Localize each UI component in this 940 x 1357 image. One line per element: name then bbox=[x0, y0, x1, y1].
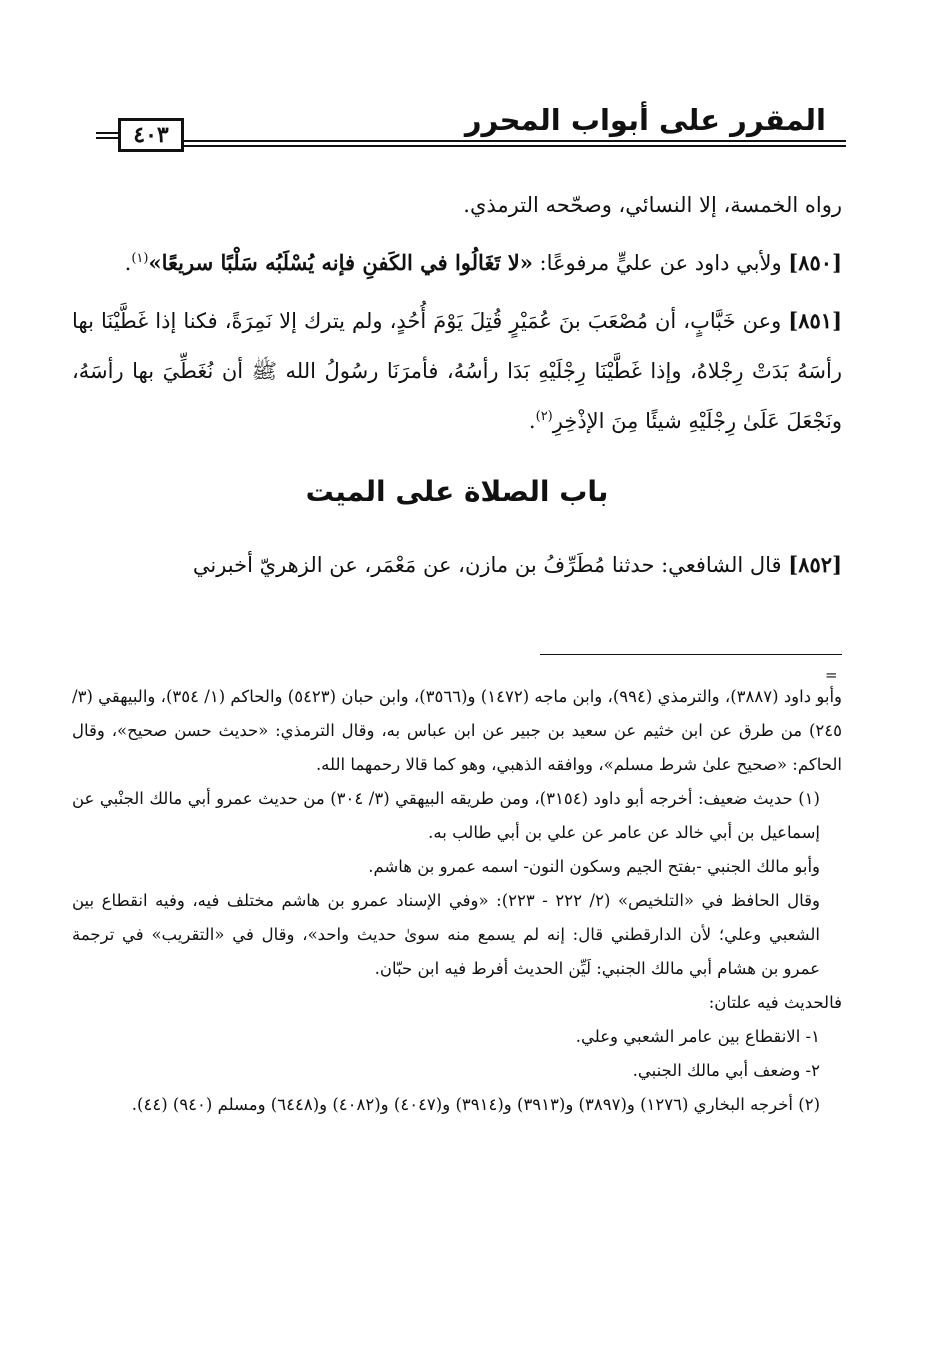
page-header bbox=[96, 100, 846, 158]
main-text bbox=[72, 180, 842, 598]
hadith-number: [٨٥٢] bbox=[788, 552, 842, 577]
footnote-separator bbox=[540, 654, 842, 655]
footnote-1-note: وقال الحافظ في «التلخيص» (٢/ ٢٢٢ - ٢٢٣): «وفي الإسناد عمرو بن هاشم مختلف فيه، وفيه انقطاع بين الشعبي وعلي؛ لأن الدارقطني قال: إنه لم يسمع منه سوىٰ حديث واحد»، وقال في «التقريب» في ترجمة عمرو بن هشام أبي مالك الجنبي: لَيِّن الحديث أفرط فيه ابن حبّان. bbox=[72, 891, 820, 978]
footnote-1-item: ١- الانقطاع بين عامر الشعبي وعلي. bbox=[575, 1027, 820, 1046]
hadith-number: [٨٥١] bbox=[788, 308, 842, 333]
hadith-end: . bbox=[124, 251, 132, 275]
hadith-text: وعن خَبَّابٍ، أن مُصْعَبَ بنَ عُمَيْرٍ قُتِلَ يَوْمَ أُحُدٍ، ولم يترك إلا نَمِرَةً، فكنا إذا غَطَّيْنَا بها رأسَهُ بَدَتْ رِجْلاهُ، وإذا غَطَّيْنَا رِجْلَيْهِ بَدَا رأسُهُ، فأمرَنَا رسُولُ الله ﷺ أن نُغَطِّيَ بها رأسَهُ، ونَجْعَلَ عَلَىٰ رِجْلَيْهِ شيئًا مِنَ الإذْخِرِ bbox=[72, 309, 842, 433]
footnotes bbox=[72, 680, 842, 1122]
hadith-number: [٨٥٠] bbox=[788, 250, 842, 275]
footnote-1-note: وأبو مالك الجنبي -بفتح الجيم وسكون النون- اسمه عمرو بن هاشم. bbox=[368, 857, 820, 876]
hadith-intro: ولأبي داود عن عليٍّ مرفوعًا: bbox=[532, 251, 789, 275]
footnote-ref[interactable]: (١) bbox=[131, 251, 149, 266]
hadith-850 bbox=[72, 238, 842, 288]
hadith-quote: «لا تَغَالُوا في الكَفنِ فإنه يُسْلَبُه سَلْبًا سريعًا» bbox=[148, 250, 533, 275]
header-rule-left bbox=[96, 132, 118, 139]
text-line-1: رواه الخمسة، إلا النسائي، وصحّحه الترمذي. bbox=[463, 193, 842, 217]
footnote-ref[interactable]: (٢) bbox=[535, 409, 553, 424]
footnote-continued: وأبو داود (٣٨٨٧)، والترمذي (٩٩٤)، وابن ماجه (١٤٧٢) و(٣٥٦٦)، وابن حبان (٥٤٢٣) والحاكم (١/ ٣٥٤)، والبيهقي (٣/ ٢٤٥) من طرق عن ابن خثيم عن سعيد بن جبير عن ابن عباس به، وقال الترمذي: «حديث حسن صحيح»، وقال الحاكم: «صحيح علىٰ شرط مسلم»، ووافقه الذهبي، وهو كما قالا رحمهما الله. bbox=[72, 687, 842, 774]
hadith-852 bbox=[72, 540, 842, 590]
footnote-2: (٢) أخرجه البخاري (١٢٧٦) و(٣٨٩٧) و(٣٩١٣) و(٣٩١٤) و(٤٠٤٧) و(٤٠٨٢) و(٦٤٤٨) ومسلم (٩٤٠) (٤٤). bbox=[131, 1095, 820, 1114]
hadith-text: قال الشافعي: حدثنا مُطَرِّفُ بن مازن، عن مَعْمَر، عن الزهريّ أخبرني bbox=[192, 553, 789, 577]
hadith-851 bbox=[72, 296, 842, 446]
footnote-1: (١) حديث ضعيف: أخرجه أبو داود (٣١٥٤)، ومن طريقه البيهقي (٣/ ٣٠٤) من حديث عمرو أبي مالك الجنْبي عن إسماعيل بن أبي خالد عن عامر عن علي بن أبي طالب به. bbox=[72, 789, 820, 842]
footnote-continuation-mark: = bbox=[825, 666, 838, 684]
footnote-1-note: فالحديث فيه علتان: bbox=[708, 993, 842, 1012]
book-title: المقرر على أبواب المحرر bbox=[464, 103, 826, 137]
header-rule-right bbox=[184, 140, 846, 147]
chapter-title: باب الصلاة على الميت bbox=[305, 475, 609, 508]
hadith-end: . bbox=[528, 409, 536, 433]
footnote-1-item: ٢- وضعف أبي مالك الجنبي. bbox=[632, 1061, 820, 1080]
page-number: ٤٠٣ bbox=[118, 118, 184, 152]
